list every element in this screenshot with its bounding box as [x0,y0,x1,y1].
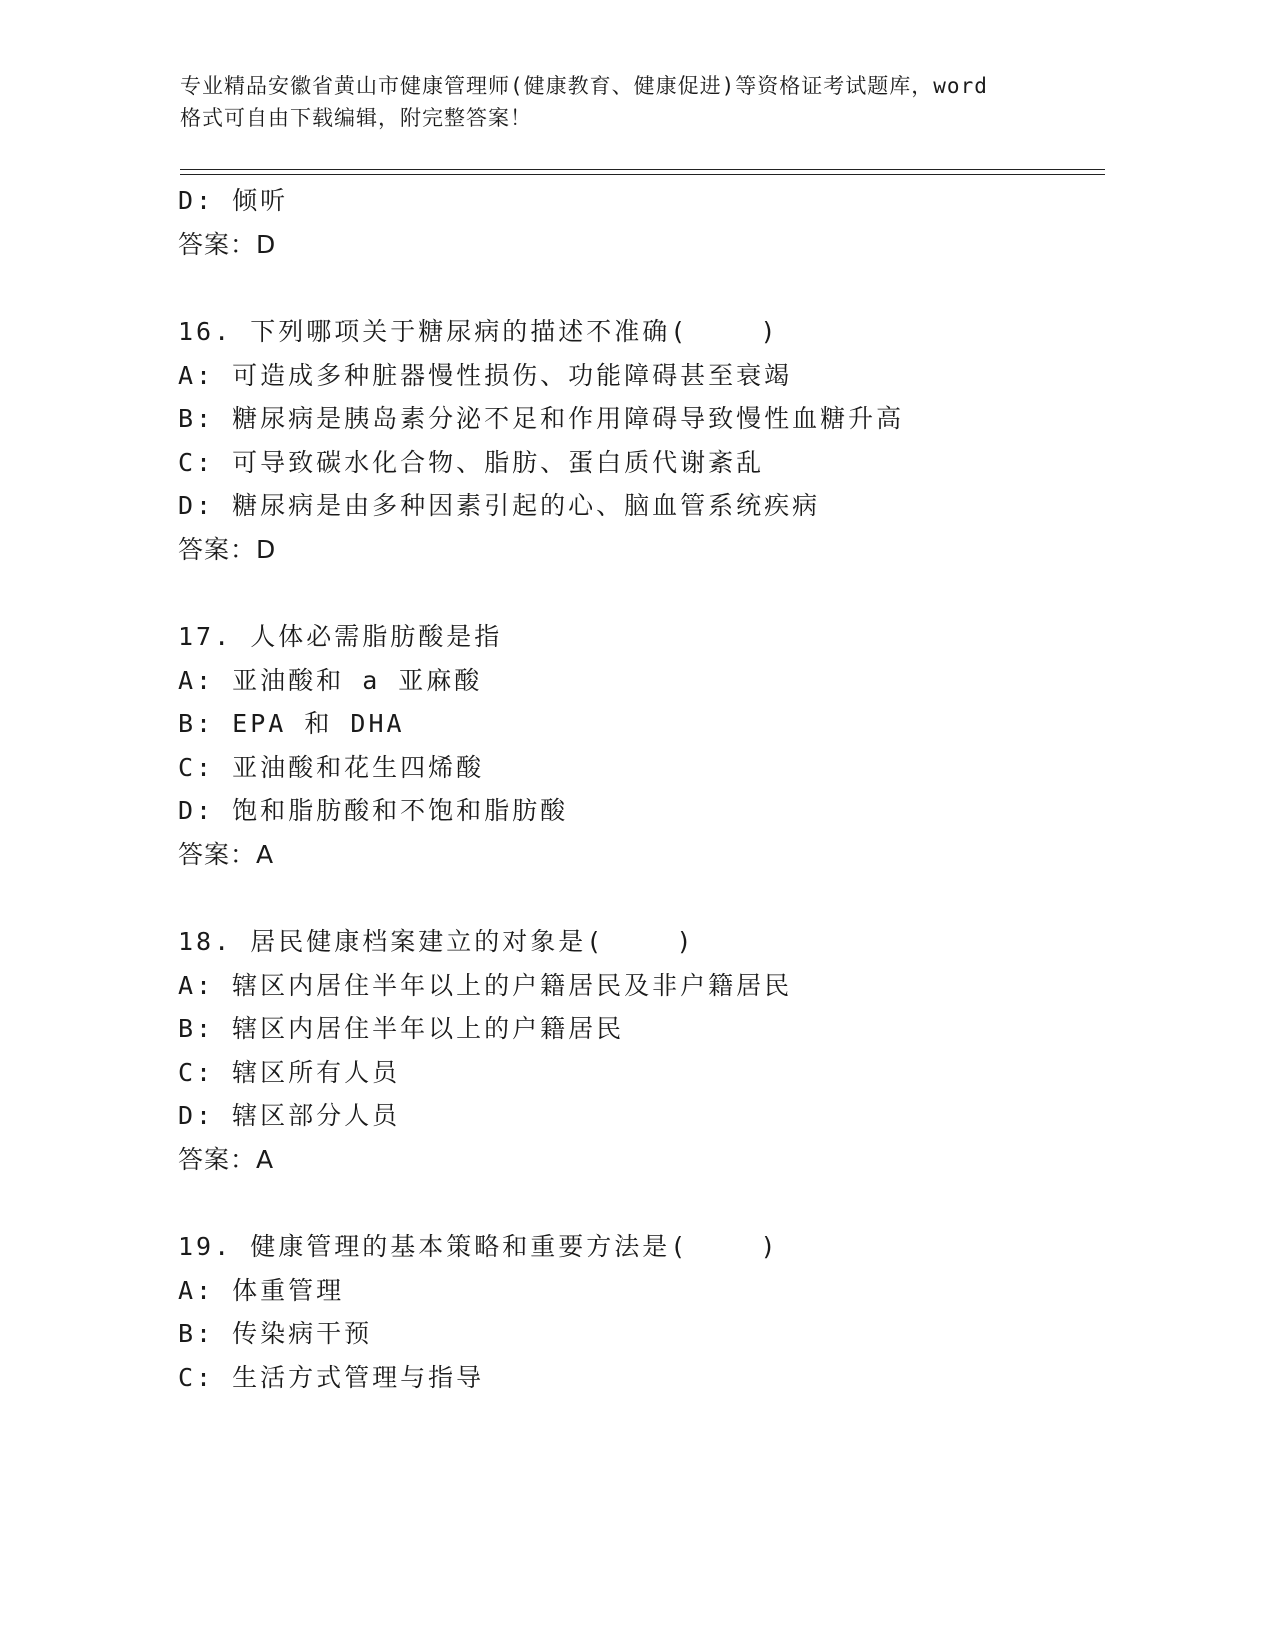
q17-stem: 17. 人体必需脂肪酸是指 [178,622,503,651]
q18-option-c: C: 辖区所有人员 [178,1058,401,1087]
q18-option-b: B: 辖区内居住半年以上的户籍居民 [178,1014,625,1043]
q16-option-c: C: 可导致碳水化合物、脂肪、蛋白质代谢紊乱 [178,448,765,477]
document-header [180,70,1080,134]
q19-stem: 19. 健康管理的基本策略和重要方法是( ) [178,1232,779,1261]
q19-option-a: A: 体重管理 [178,1276,345,1305]
q18-option-a: A: 辖区内居住半年以上的户籍居民及非户籍居民 [178,971,793,1000]
prev-answer: 答案：D [178,230,277,259]
prev-option-d: D: 倾听 [178,186,289,215]
header-divider-top [180,169,1105,170]
q16-answer: 答案：D [178,535,277,564]
q18-option-d: D: 辖区部分人员 [178,1101,401,1130]
header-divider-bottom [180,174,1105,175]
header-line-1: 专业精品安徽省黄山市健康管理师(健康教育、健康促进)等资格证考试题库，word [180,74,988,98]
q17-option-b: B: EPA 和 DHA [178,709,405,738]
q19-option-c: C: 生活方式管理与指导 [178,1363,485,1392]
q18-stem: 18. 居民健康档案建立的对象是( ) [178,927,695,956]
q16-option-b: B: 糖尿病是胰岛素分泌不足和作用障碍导致慢性血糖升高 [178,404,905,433]
q16-stem: 16. 下列哪项关于糖尿病的描述不准确( ) [178,317,779,346]
q17-option-a: A: 亚油酸和 a 亚麻酸 [178,666,483,695]
q16-option-a: A: 可造成多种脏器慢性损伤、功能障碍甚至衰竭 [178,361,793,390]
q16-option-d: D: 糖尿病是由多种因素引起的心、脑血管系统疾病 [178,491,821,520]
q17-option-d: D: 饱和脂肪酸和不饱和脂肪酸 [178,796,569,825]
q17-option-c: C: 亚油酸和花生四烯酸 [178,753,485,782]
header-line-2: 格式可自由下载编辑，附完整答案！ [180,106,532,130]
q19-option-b: B: 传染病干预 [178,1319,373,1348]
q17-answer: 答案：A [178,840,275,869]
q18-answer: 答案：A [178,1145,275,1174]
